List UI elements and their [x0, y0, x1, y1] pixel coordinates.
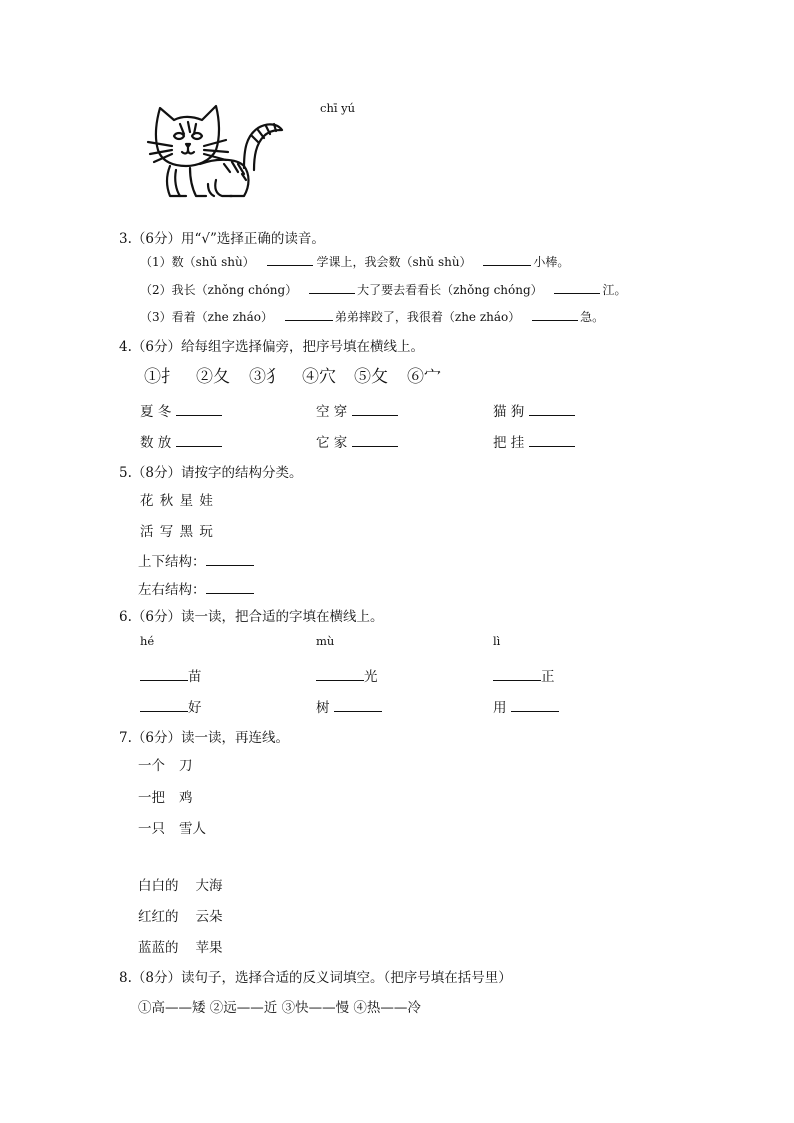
- q5-heading: 5.（8分）请按字的结构分类。: [119, 465, 303, 481]
- q7-match-row: 蓝蓝的 苹果: [138, 940, 223, 956]
- q7-match-row: 红红的 云朵: [138, 909, 223, 925]
- q7-match-row: 一个 刀: [138, 758, 193, 774]
- q5-chars-1: 花 秋 星 娃: [140, 493, 214, 509]
- answer-blank[interactable]: [352, 403, 398, 416]
- answer-blank[interactable]: [529, 403, 575, 416]
- q6-pinyin-2: mù: [316, 634, 335, 648]
- q4-group: 夏 冬: [140, 400, 222, 420]
- q7-match-row: 一把 鸡: [138, 790, 193, 806]
- q6-fill: 光: [316, 665, 378, 685]
- q4-group: 猫 狗: [493, 400, 575, 420]
- q7-match-row: 一只 雪人: [138, 821, 206, 837]
- answer-blank[interactable]: [316, 668, 364, 681]
- q5-top-bottom: 上下结构：: [138, 550, 254, 570]
- answer-blank[interactable]: [511, 699, 559, 712]
- answer-blank[interactable]: [140, 668, 188, 681]
- answer-blank[interactable]: [529, 434, 575, 447]
- answer-blank[interactable]: [176, 403, 222, 416]
- answer-blank[interactable]: [493, 668, 541, 681]
- q6-pinyin-1: hé: [140, 634, 155, 648]
- q6-fill: 树: [316, 696, 382, 716]
- q4-group: 空 穿: [316, 400, 398, 420]
- answer-blank[interactable]: [285, 308, 333, 321]
- q5-left-right: 左右结构：: [138, 578, 254, 598]
- radical-6: ⑥宀: [407, 367, 441, 387]
- q6-pinyin-3: lì: [493, 634, 501, 648]
- answer-blank[interactable]: [554, 281, 600, 294]
- answer-blank[interactable]: [206, 553, 254, 566]
- answer-blank[interactable]: [176, 434, 222, 447]
- answer-blank[interactable]: [206, 581, 254, 594]
- q3-item-1: （1）数（shǔ shù） 学课上，我会数（shǔ shù） 小棒。: [140, 255, 570, 269]
- q6-heading: 6.（6分）读一读，把合适的字填在横线上。: [119, 609, 384, 625]
- cat-pinyin: chī yú: [320, 101, 356, 115]
- answer-blank[interactable]: [140, 699, 188, 712]
- q8-heading: 8.（8分）读句子，选择合适的反义词填空。（把序号填在括号里）: [119, 970, 512, 986]
- radical-4: ④穴: [302, 367, 336, 387]
- q7-heading: 7.（6分）读一读，再连线。: [119, 730, 289, 746]
- q3-item-2: （2）我长（zhǒng chóng） 大了要去看看长（zhǒng chóng） 江。: [140, 283, 627, 297]
- cat-illustration: [146, 100, 288, 204]
- q4-group: 它 家: [316, 431, 398, 451]
- q6-fill: 好: [140, 696, 202, 716]
- q4-group: 数 放: [140, 431, 222, 451]
- q3-item-3: （3）看着（zhe zháo） 弟弟摔跤了，我很着（zhe zháo） 急。: [140, 310, 605, 324]
- q4-heading: 4.（6分）给每组字选择偏旁，把序号填在横线上。: [119, 339, 424, 355]
- answer-blank[interactable]: [352, 434, 398, 447]
- q6-fill: 苗: [140, 665, 202, 685]
- radical-3: ③犭: [249, 367, 283, 387]
- q7-match-row: 白白的 大海: [138, 878, 223, 894]
- q5-chars-2: 活 写 黑 玩: [140, 524, 214, 540]
- q8-options: ①高——矮 ②远——近 ③快——慢 ④热——冷: [138, 1000, 421, 1016]
- radical-5: ⑤攵: [354, 367, 388, 387]
- q4-group: 把 挂: [493, 431, 575, 451]
- q6-fill: 用: [493, 696, 559, 716]
- q6-fill: 正: [493, 665, 555, 685]
- answer-blank[interactable]: [532, 308, 578, 321]
- answer-blank[interactable]: [267, 253, 313, 266]
- radical-1: ①扌: [144, 367, 178, 387]
- answer-blank[interactable]: [309, 281, 355, 294]
- radical-2: ②夂: [196, 367, 230, 387]
- answer-blank[interactable]: [483, 253, 531, 266]
- q3-heading: 3.（6分）用“√”选择正确的读音。: [119, 231, 325, 247]
- answer-blank[interactable]: [334, 699, 382, 712]
